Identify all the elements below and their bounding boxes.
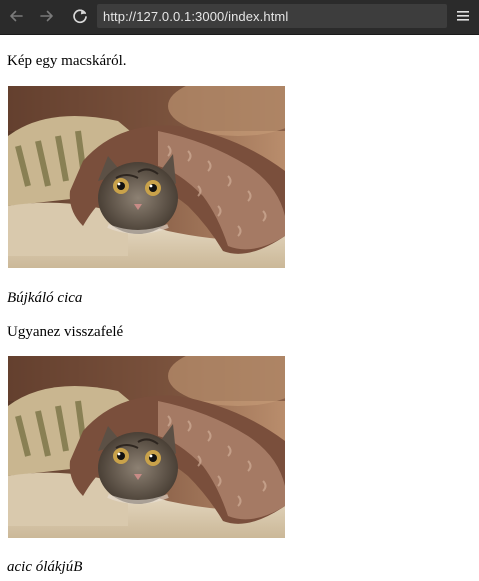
- image-caption: Bújkáló cica: [7, 290, 83, 306]
- cat-photo-graphic: [8, 86, 285, 268]
- cat-photo-graphic: [8, 356, 285, 538]
- page-content: [0, 36, 479, 581]
- reload-icon: [71, 7, 89, 25]
- reverse-paragraph: Ugyanez visszafelé: [7, 324, 124, 340]
- address-bar[interactable]: [97, 4, 447, 28]
- menu-button[interactable]: [455, 9, 471, 23]
- arrow-right-icon: [39, 8, 55, 24]
- arrow-left-icon: [8, 8, 24, 24]
- reload-button[interactable]: [70, 6, 90, 26]
- hamburger-menu-icon: [455, 9, 471, 23]
- address-url: http://127.0.0.1:3000/index.html: [103, 8, 289, 24]
- forward-button[interactable]: [37, 6, 57, 26]
- browser-toolbar: [0, 0, 479, 35]
- cat-image-reversed: [8, 356, 285, 538]
- cat-image: [8, 86, 285, 268]
- image-caption-reversed: acic ólákjúB: [7, 559, 83, 575]
- intro-paragraph: Kép egy macskáról.: [7, 53, 127, 69]
- back-button[interactable]: [6, 6, 26, 26]
